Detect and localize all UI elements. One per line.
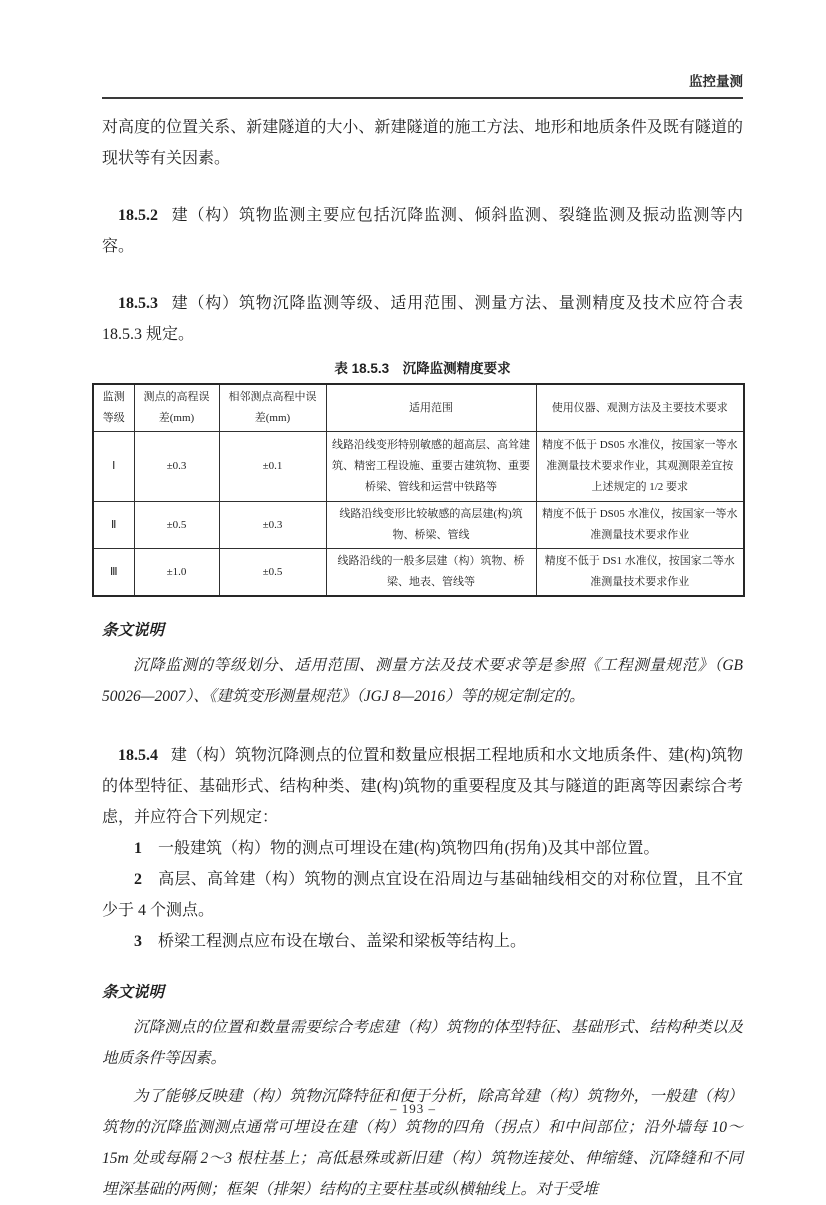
page-content [102, 0, 743, 1205]
clause-18-5-3 [102, 288, 743, 350]
clause-number: 18.5.2 [118, 207, 158, 224]
cell-scope: 线路沿线的一般多层建（构）筑物、桥梁、地表、管线等 [326, 549, 536, 597]
intro-paragraph: 对高度的位置关系、新建隧道的大小、新建隧道的施工方法、地形和地质条件及既有隧道的现状等有关因素。 [102, 119, 743, 167]
cell-adjacent-error: ±0.1 [219, 432, 326, 502]
explanation-paragraph: 沉降监测的等级划分、适用范围、测量方法及技术要求等是参照《工程测量规范》（GB 50026—2007）、《建筑变形测量规范》（JGJ 8—2016）等的规定制定的。 [102, 657, 743, 705]
cell-instrument: 精度不低于 DS05 水准仪，按国家一等水准测量技术要求作业 [536, 502, 744, 549]
clause-18-5-4 [102, 740, 743, 833]
cell-scope: 线路沿线变形比较敏感的高层建(构)筑物、桥梁、管线 [326, 502, 536, 549]
cell-point-error: ±0.3 [134, 432, 219, 502]
table-row [93, 549, 744, 597]
list-item-3 [102, 926, 743, 957]
precision-requirements-table [92, 383, 745, 597]
explanation-paragraph: 沉降测点的位置和数量需要综合考虑建（构）筑物的体型特征、基础形式、结构种类以及地质条件等因素。 [102, 1019, 743, 1067]
item-number: 2 [134, 871, 142, 888]
running-header: 监控量测 [102, 0, 743, 99]
table-row [93, 432, 744, 502]
list-item-2 [102, 864, 743, 926]
table-header-row [93, 384, 744, 432]
col-header-grade: 监测等级 [93, 384, 134, 432]
table-caption: 表 18.5.3 沉降监测精度要求 [334, 361, 511, 376]
clause-18-5-2 [102, 200, 743, 262]
explanation-heading: 条文说明 [102, 622, 165, 639]
explanation-heading: 条文说明 [102, 984, 165, 1001]
item-text: 高层、高耸建（构）筑物的测点宜设在沿周边与基础轴线相交的对称位置，且不宜少于 4 个测点。 [102, 871, 743, 919]
col-header-scope: 适用范围 [326, 384, 536, 432]
clause-number: 18.5.4 [118, 747, 158, 764]
cell-point-error: ±0.5 [134, 502, 219, 549]
clause-text: 建（构）筑物沉降测点的位置和数量应根据工程地质和水文地质条件、建(构)筑物的体型特征、基础形式、结构种类、建(构)筑物的重要程度及其与隧道的距离等因素综合考虑，并应符合下列规定： [102, 747, 743, 826]
cell-adjacent-error: ±0.3 [219, 502, 326, 549]
item-text: 桥梁工程测点应布设在墩台、盖梁和梁板等结构上。 [158, 933, 527, 950]
cell-scope: 线路沿线变形特别敏感的超高层、高耸建筑、精密工程设施、重要古建筑物、重要桥梁、管线和运营中铁路等 [326, 432, 536, 502]
cell-grade: Ⅰ [93, 432, 134, 502]
cell-point-error: ±1.0 [134, 549, 219, 597]
cell-instrument: 精度不低于 DS05 水准仪，按国家一等水准测量技术要求作业，其观测限差宜按上述规定的 1/2 要求 [536, 432, 744, 502]
cell-instrument: 精度不低于 DS1 水准仪，按国家二等水准测量技术要求作业 [536, 549, 744, 597]
cell-grade: Ⅱ [93, 502, 134, 549]
col-header-adjacent-error: 相邻测点高程中误差(mm) [219, 384, 326, 432]
page-number: – 193 – [390, 1101, 436, 1116]
item-number: 3 [134, 933, 142, 950]
explanation-paragraph: 为了能够反映建（构）筑物沉降特征和便于分析，除高耸建（构）筑物外，一般建（构）筑物的沉降监测测点通常可埋设在建（构）筑物的四角（拐点）和中间部位；沿外墙每 10～15m 处或每隔 2～3 根柱基上；高低悬殊或新旧建（构）筑物连接处、伸缩缝、沉降缝和不同埋深基础的两侧；框架（排架）结构的主要柱基或纵横轴线上。对于受堆 [102, 1088, 743, 1198]
clause-text: 建（构）筑物监测主要应包括沉降监测、倾斜监测、裂缝监测及振动监测等内容。 [102, 207, 743, 255]
cell-grade: Ⅲ [93, 549, 134, 597]
list-item-1 [102, 833, 743, 864]
clause-text: 建（构）筑物沉降监测等级、适用范围、测量方法、量测精度及技术应符合表 18.5.3 规定。 [102, 295, 743, 343]
cell-adjacent-error: ±0.5 [219, 549, 326, 597]
item-text: 一般建筑（构）物的测点可埋设在建(构)筑物四角(拐角)及其中部位置。 [158, 840, 660, 857]
col-header-point-error: 测点的高程误差(mm) [134, 384, 219, 432]
clause-number: 18.5.3 [118, 295, 158, 312]
item-number: 1 [134, 840, 142, 857]
col-header-instrument: 使用仪器、观测方法及主要技术要求 [536, 384, 744, 432]
table-row [93, 502, 744, 549]
